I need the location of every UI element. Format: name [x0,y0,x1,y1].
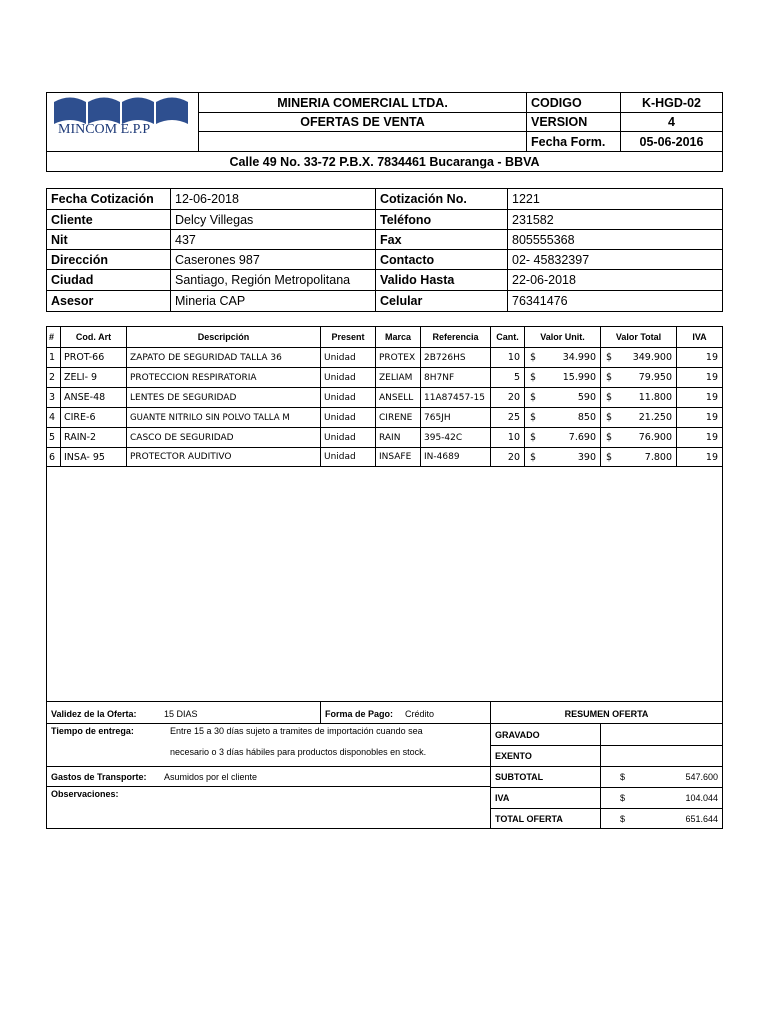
row-total: 349.900 [632,352,672,363]
resumen-gravado-value [632,724,718,745]
row-currency: $ [606,432,613,443]
row-marca: ANSELL [379,392,414,403]
row-total: 21.250 [638,412,672,423]
row-present: Unidad [324,452,356,462]
validez-label: Validez de la Oferta: [51,708,137,719]
row-num: 2 [49,372,56,383]
row-cant: 10 [507,352,520,363]
row-currency: $ [530,432,537,443]
cotizacion-no-value: 1221 [512,192,540,206]
footer-divider [600,723,601,829]
row-desc: LENTES DE SEGURIDAD [130,392,237,403]
celular-label: Celular [380,294,423,308]
fecha-form-value: 05-06-2016 [639,134,704,149]
fax-label: Fax [380,232,402,247]
row-cod: RAIN-2 [64,432,97,443]
row-iva: 19 [705,352,718,363]
col-header-unit: Valor Unit. [540,332,585,342]
row-cod: INSA- 95 [64,451,105,463]
row-currency: $ [606,451,613,463]
row-total: 11.800 [638,392,672,403]
footer-divider [320,701,321,723]
tiempo-entrega-line1: Entre 15 a 30 días sujeto a tramites de importación cuando sea [170,725,423,736]
row-currency: $ [530,451,537,463]
document-title: OFERTAS DE VENTA [300,115,425,129]
row-ref: 8H7NF [424,372,455,383]
forma-pago-label: Forma de Pago: [325,708,394,719]
row-marca: RAIN [379,432,401,443]
info-divider [507,188,508,312]
row-ref: IN-4689 [424,452,460,462]
col-header-desc: Descripción [197,332,250,342]
row-num: 1 [49,352,56,363]
resumen-subtotal-label: SUBTOTAL [495,772,544,782]
row-desc: ZAPATO DE SEGURIDAD TALLA 36 [130,352,282,363]
row-unit: 34.990 [562,352,596,363]
row-unit: 590 [577,392,596,403]
row-currency: $ [606,412,613,423]
ciudad-value: Santiago, Región Metropolitana [175,273,351,287]
resumen-iva-value: 104.044 [685,793,718,803]
row-currency: $ [606,372,613,383]
items-row-divider [46,466,723,467]
resumen-gravado-label: GRAVADO [495,729,540,740]
row-present: Unidad [324,412,356,423]
row-cod: ZELI- 9 [64,372,98,383]
col-header-ref: Referencia [432,332,479,342]
resumen-total-currency: $ [620,813,626,824]
row-ref: 395-42C [424,432,463,443]
fax-value: 805555368 [512,232,575,247]
row-cod: PROT-66 [64,352,105,363]
asesor-label: Asesor [51,294,94,308]
direccion-label: Dirección [51,252,108,267]
row-cod: ANSE-48 [64,392,106,403]
row-cant: 10 [507,432,520,443]
row-num: 5 [49,432,56,443]
col-header-present: Present [331,332,365,342]
observaciones-label: Observaciones: [51,788,119,799]
nit-value: 437 [175,232,196,247]
col-header-iva: IVA [692,332,707,342]
row-cant: 25 [507,412,520,423]
telefono-value: 231582 [512,212,554,227]
resumen-iva-currency: $ [620,793,626,803]
row-iva: 19 [705,451,718,463]
row-ref: 11A87457-15 [424,392,485,403]
col-header-marca: Marca [384,332,411,342]
cotizacion-no-label: Cotización No. [380,192,467,206]
row-present: Unidad [324,372,356,383]
row-desc: GUANTE NITRILO SIN POLVO TALLA M [130,412,290,423]
resumen-exento-value [632,746,718,766]
resumen-subtotal-value: 547.600 [685,772,718,782]
codigo-label: CODIGO [531,95,582,110]
col-header-num: # [49,332,55,342]
row-num: 6 [49,451,56,463]
resumen-gravado-currency [620,724,632,745]
company-name: MINERIA COMERCIAL LTDA. [277,95,448,110]
row-marca: CIRENE [379,412,413,423]
fecha-cotizacion-label: Fecha Cotización [51,192,154,206]
resumen-exento-label: EXENTO [495,751,532,761]
version-label: VERSION [531,115,588,129]
row-total: 76.900 [638,432,672,443]
col-header-cod: Cod. Art [75,332,112,342]
valido-hasta-label: Valido Hasta [380,273,455,287]
direccion-value: Caserones 987 [175,252,260,267]
row-marca: INSAFE [379,452,412,462]
telefono-label: Teléfono [380,212,432,227]
nit-label: Nit [51,232,68,247]
contacto-value: 02- 45832397 [512,252,590,267]
row-iva: 19 [705,372,718,383]
resumen-iva-label: IVA [495,793,510,803]
row-total: 79.950 [638,372,672,383]
row-currency: $ [530,412,537,423]
gastos-transporte-value: Asumidos por el cliente [164,771,258,782]
ciudad-label: Ciudad [51,273,94,287]
forma-pago-value: Crédito [405,708,435,719]
row-currency: $ [530,372,537,383]
tiempo-entrega-label: Tiempo de entrega: [51,725,134,736]
row-present: Unidad [324,352,356,363]
row-desc: PROTECCION RESPIRATORIA [130,372,257,383]
row-currency: $ [606,392,613,403]
row-unit: 390 [577,451,596,463]
resumen-subtotal-currency: $ [620,772,626,782]
row-total: 7.800 [644,451,672,463]
company-logo [50,94,196,150]
row-iva: 19 [705,392,718,403]
row-currency: $ [530,392,537,403]
valido-hasta-value: 22-06-2018 [512,273,576,287]
row-currency: $ [606,352,613,363]
row-unit: 7.690 [568,432,596,443]
row-num: 3 [49,392,56,403]
cliente-label: Cliente [51,212,93,227]
row-currency: $ [530,352,537,363]
codigo-value: K-HGD-02 [641,95,702,110]
fecha-form-label: Fecha Form. [531,134,606,149]
cliente-value: Delcy Villegas [175,212,254,227]
row-present: Unidad [324,432,356,443]
gastos-transporte-label: Gastos de Transporte: [51,771,147,782]
row-cant: 20 [507,451,520,463]
row-iva: 19 [705,412,718,423]
tiempo-entrega-line2: necesario o 3 días hábiles para productos disponobles en stock. [170,747,427,757]
header-divider [526,92,527,152]
row-num: 4 [49,412,56,423]
info-divider [375,188,376,312]
resumen-total-label: TOTAL OFERTA [495,813,563,824]
fecha-cotizacion-value: 12-06-2018 [175,192,239,206]
info-divider [170,188,171,312]
row-marca: ZELIAM [379,372,413,383]
row-cant: 20 [507,392,520,403]
col-header-total: Valor Total [615,332,662,342]
row-present: Unidad [324,392,356,403]
resumen-total-value: 651.644 [685,813,718,824]
row-ref: 2B726HS [424,352,466,363]
row-iva: 19 [705,432,718,443]
validez-value: 15 DIAS [164,708,198,719]
row-desc: CASCO DE SEGURIDAD [130,432,234,443]
resumen-title: RESUMEN OFERTA [564,708,649,719]
col-header-cant: Cant. [496,332,519,342]
row-cod: CIRE-6 [64,412,96,423]
resumen-exento-currency [620,746,632,766]
asesor-value: Mineria CAP [175,294,246,308]
logo-text: MINCOM E.P.P [58,122,151,137]
row-ref: 765JH [424,412,451,423]
version-value: 4 [668,115,675,129]
row-unit: 15.990 [562,372,596,383]
celular-value: 76341476 [512,294,568,308]
company-address: Calle 49 No. 33-72 P.B.X. 7834461 Bucaranga - BBVA [229,154,540,169]
row-unit: 850 [577,412,596,423]
row-desc: PROTECTOR AUDITIVO [130,452,232,462]
contacto-label: Contacto [380,252,435,267]
row-marca: PROTEX [379,352,416,363]
row-cant: 5 [513,372,520,383]
